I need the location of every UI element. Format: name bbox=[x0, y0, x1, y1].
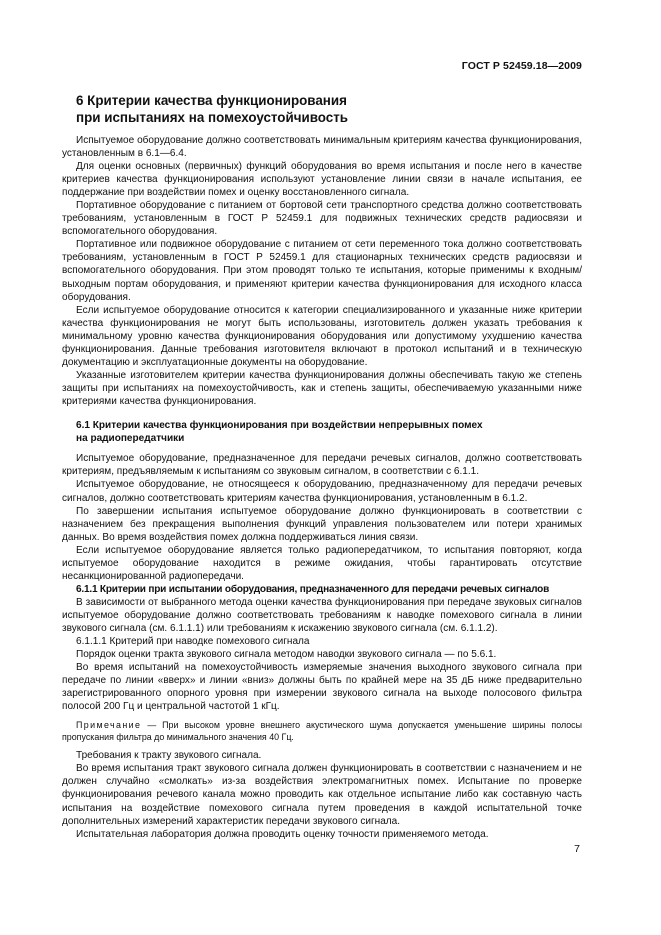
subsection-title-line2: на радиопередатчики bbox=[76, 433, 185, 445]
note-label: Примечание bbox=[76, 720, 142, 731]
section-title bbox=[76, 92, 582, 126]
subsubsection-title: 6.1.1 Критерии при испытании оборудования, предназначенного для передачи речевых сигналов bbox=[76, 583, 550, 595]
paragraph: Во время испытания тракт звукового сигнала должен функционировать в соответствии с назначением и не должен случайно «смолкать» из-за воздействия электромагнитных помех. Испытание по проверке функционирования речевого канала можно проводить как отдельное испытание либо как составную часть испытания на воздействие помехового сигнала путем проведения в каждой испытательной точке дополнительных измерений характеристик передачи звукового сигнала. bbox=[62, 763, 582, 827]
section-title-line1: 6 Критерии качества функционирования bbox=[76, 93, 347, 108]
paragraph: Испытуемое оборудование, предназначенное для передачи речевых сигналов, должно соответствовать критериям, предъявляемым к испытаниям со звуковым сигналом, в соответствии с 6.1.1. bbox=[62, 453, 582, 478]
paragraph: Если испытуемое оборудование относится к категории специализированного и указанные ниже критерии качества функционирования не могут быть использованы, изготовитель должен указать требования к минимальному уровню качества функционирования оборудования или допустимому ухудшению качества функционирования. Данные требования изготовителя включают в протокол испытаний и в техническую документацию и эксплуатационные документы на оборудование. bbox=[62, 304, 582, 368]
subsection-title-line1: 6.1 Критерии качества функционирования при воздействии непрерывных помех bbox=[76, 419, 483, 431]
note-text: — При высоком уровне внешнего акустического шума допускается уменьшение ширины полосы пропускания фильтра до минимального значения 40 Гц. bbox=[62, 720, 582, 743]
clause-heading: 6.1.1.1 Критерий при наводке помехового сигнала bbox=[76, 636, 310, 648]
paragraph: Указанные изготовителем критерии качества функционирования должны обеспечивать такую же степень защиты при испытаниях на помехоустойчивость, как и степень защиты, обеспечиваемую указанными ниже критериями качества функционирования. bbox=[62, 369, 582, 407]
paragraph: Испытательная лаборатория должна проводить оценку точности применяемого метода. bbox=[76, 828, 489, 840]
section-title-line2: при испытаниях на помехоустойчивость bbox=[76, 110, 349, 125]
paragraph: Требования к тракту звукового сигнала. bbox=[76, 750, 262, 762]
page-content bbox=[62, 92, 582, 841]
paragraph: Испытуемое оборудование должно соответствовать минимальным критериям качества функционирования, установленным в 6.1—6.4. bbox=[62, 135, 582, 160]
paragraph: Во время испытаний на помехоустойчивость измеряемые значения выходного звукового сигнала при передаче по линии «вверх» и линии «вниз» должны быть по крайней мере на 35 дБ ниже предварительно зарегистрированного опорного уровня при измерении звукового сигнала на выходе полосового фильтра полосой 200 Гц и центральной частотой 1 кГц. bbox=[62, 662, 582, 713]
paragraph: По завершении испытания испытуемое оборудование должно функционировать в соответствии с назначением без прекращения выполнения функций управления пользователем или потери хранимых данных. Во время воздействия помех должна поддерживаться линия связи. bbox=[62, 505, 582, 543]
page-number: 7 bbox=[574, 843, 580, 855]
paragraph: В зависимости от выбранного метода оценки качества функционирования при передаче звуковых сигналов испытуемое оборудование должно соответствовать требованиям к наводке помехового сигнала в линии звукового сигнала (см. 6.1.1.1) или требованиям к искажению звукового сигнала (см. 6.1.1.2). bbox=[62, 596, 582, 634]
paragraph: Для оценки основных (первичных) функций оборудования во время испытания и после него в качестве критериев качества функционирования используют установление линии связи в начале испытания, ее поддержание при воздействии помех и оценку восстановленного сигнала. bbox=[62, 161, 582, 199]
paragraph: Порядок оценки тракта звукового сигнала методом наводки звукового сигнала — по 5.6.1. bbox=[76, 649, 497, 661]
note bbox=[62, 719, 582, 743]
paragraph: Испытуемое оборудование, не относящееся к оборудованию, предназначенному для передачи речевых сигналов, должно соответствовать критериям качества функционирования, установленным в 6.1.2. bbox=[62, 479, 582, 504]
paragraph: Если испытуемое оборудование является только радиопередатчиком, то испытания повторяют, когда испытуемое оборудование находится в режиме ожидания, чтобы гарантировать отсутствие несанкционированной радиопередачи. bbox=[62, 544, 582, 582]
document-header: ГОСТ Р 52459.18—2009 bbox=[461, 60, 582, 72]
paragraph: Портативное оборудование с питанием от бортовой сети транспортного средства должно соответствовать требованиям, установленным в ГОСТ Р 52459.1 для подвижных технических средств радиосвязи и вспомогательного оборудования. bbox=[62, 200, 582, 238]
paragraph: Портативное или подвижное оборудование с питанием от сети переменного тока должно соответствовать требованиям, установленным в ГОСТ Р 52459.1 для стационарных технических средств радиосвязи и вспомогательного оборудования. При этом проводят только те испытания, которые применимы к входным/выходным портам оборудования, и применяют критерии качества функционирования для исходного класса оборудования. bbox=[62, 239, 582, 303]
subsection-title bbox=[76, 419, 582, 445]
